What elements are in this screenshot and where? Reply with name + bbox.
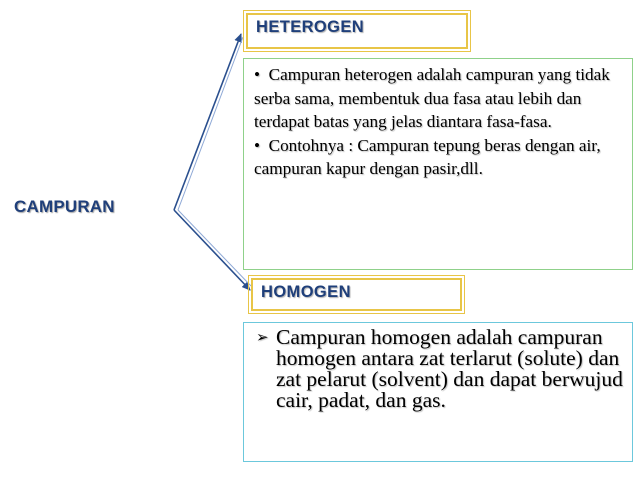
heterogen-bullet-text: Campuran heterogen adalah campuran yang tidak serba sama, membentuk dua fasa atau lebih dan terdapat batas yang jelas diantara fasa-fasa. [254, 65, 610, 132]
heterogen-bullet-definition [254, 63, 628, 134]
root-label: CAMPURAN [14, 197, 115, 216]
arrow-bullet-icon: ➢ [256, 328, 269, 346]
heterogen-description-box [243, 58, 633, 270]
heterogen-title: HETEROGEN [256, 18, 365, 36]
homogen-title: HOMOGEN [261, 283, 351, 301]
arrow-to-homogen [174, 210, 250, 290]
heterogen-bullet-example [254, 134, 628, 181]
arrow-to-heterogen [174, 34, 241, 210]
bullet-icon: • [254, 65, 261, 84]
heterogen-title-box [246, 13, 468, 49]
homogen-bullet-text: Campuran homogen adalah campuran homogen antara zat terlarut (solute) dan zat pelarut (solvent) dan dapat berwujud cair, padat, dan gas. [276, 325, 623, 412]
bullet-icon: • [254, 135, 261, 155]
heterogen-bullet-text: Contohnya : Campuran tepung beras dengan air, campuran kapur dengan pasir,dll. [254, 135, 601, 179]
homogen-description-box [243, 322, 633, 462]
homogen-title-box [251, 278, 462, 311]
homogen-bullet-definition [256, 327, 626, 411]
